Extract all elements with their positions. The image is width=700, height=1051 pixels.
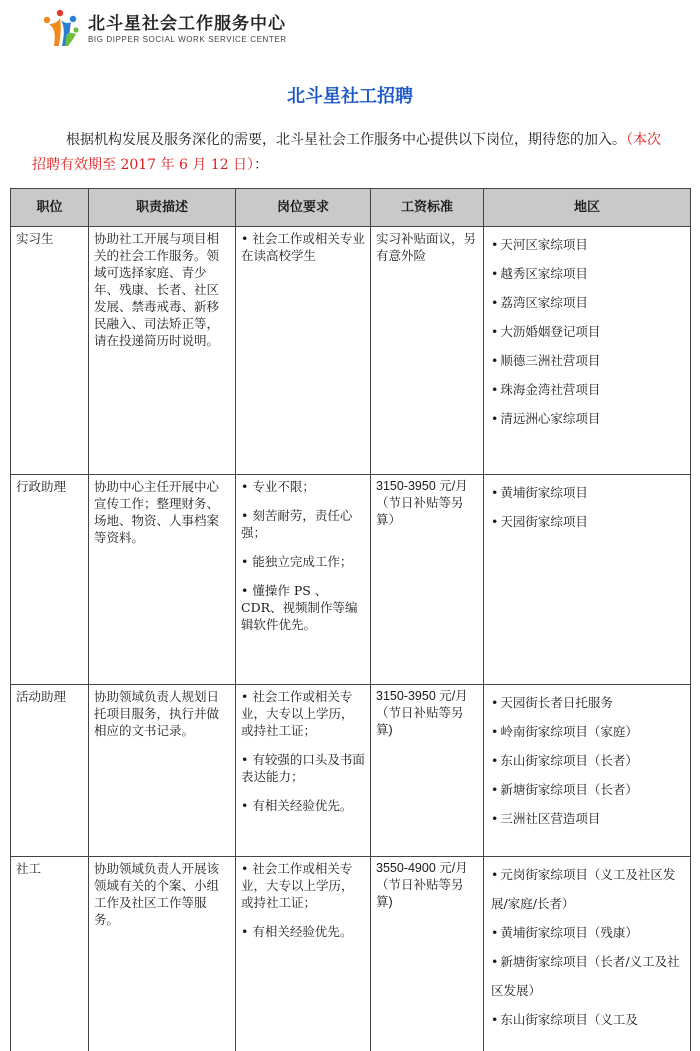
area-item: • 新塘街家综项目（长者）: [491, 782, 638, 797]
table-header-row: [11, 189, 691, 227]
header: [40, 8, 287, 50]
position-cell: 社工: [11, 857, 89, 1051]
page-title: 北斗星社工招聘: [287, 86, 413, 107]
duties-cell: 协助中心主任开展中心宣传工作；整理财务、场地、物资、人事档案等资料。: [89, 475, 236, 685]
header-salary: 工资标准: [371, 189, 484, 227]
intro-text: 根据机构发展及服务深化的需要，北斗星社会工作服务中心提供以下岗位，期待您的加入。: [66, 132, 626, 148]
requirement-item: • 社会工作或相关专业，大专以上学历，或持社工证；: [241, 689, 354, 738]
requirement-item: • 有相关经验优先。: [241, 798, 353, 813]
area-item: • 天园街长者日托服务: [491, 695, 613, 710]
area-cell: [484, 475, 691, 685]
org-name-en: BIG DIPPER SOCIAL WORK SERVICE CENTER: [88, 34, 287, 44]
requirements-cell: [236, 227, 371, 475]
header-requirements: 岗位要求: [236, 189, 371, 227]
requirement-item: • 懂操作 PS 、CDR、视频制作等编辑软件优先。: [241, 583, 358, 632]
area-item: • 越秀区家综项目: [491, 266, 588, 281]
header-area: 地区: [484, 189, 691, 227]
area-item: • 东山街家综项目（义工及: [491, 1012, 638, 1027]
salary-cell: 3150-3950 元/月（节日补贴等另算）: [371, 475, 484, 685]
area-cell: [484, 857, 691, 1051]
logo-text: [88, 14, 287, 45]
requirement-item: • 刻苦耐劳，责任心强；: [241, 508, 353, 540]
area-cell: [484, 227, 691, 475]
big-dipper-figure-icon: [40, 8, 82, 50]
requirement-item: • 有相关经验优先。: [241, 924, 353, 939]
area-item: • 天河区家综项目: [491, 237, 588, 252]
position-cell: 行政助理: [11, 475, 89, 685]
area-item: • 东山街家综项目（长者）: [491, 753, 638, 768]
area-item: • 天园街家综项目: [491, 514, 588, 529]
area-item: • 黄埔街家综项目（残康）: [491, 925, 638, 940]
position-cell: 活动助理: [11, 685, 89, 857]
area-item: • 元岗街家综项目（义工及社区发展/家庭/长者）: [491, 867, 676, 911]
intro-deadline: （本次招聘有效期至 2017 年 6 月 12 日）: [32, 132, 661, 173]
area-item: • 清远洲心家综项目: [491, 411, 601, 426]
area-item: • 顺德三洲社营项目: [491, 353, 601, 368]
area-item: • 珠海金湾社营项目: [491, 382, 601, 397]
area-item: • 新塘街家综项目（长者/义工及社区发展）: [491, 954, 680, 998]
table-row: [11, 227, 691, 475]
area-cell: [484, 685, 691, 857]
duties-cell: 协助领域负责人规划日托项目服务，执行并做相应的文书记录。: [89, 685, 236, 857]
requirements-cell: [236, 857, 371, 1051]
salary-cell: 3550-4900 元/月（节日补贴等另算): [371, 857, 484, 1051]
header-duties: 职责描述: [89, 189, 236, 227]
position-cell: 实习生: [11, 227, 89, 475]
area-item: • 黄埔街家综项目: [491, 485, 588, 500]
area-item: • 三洲社区营造项目: [491, 811, 601, 826]
requirements-cell: [236, 685, 371, 857]
salary-cell: 实习补贴面议，另有意外险: [371, 227, 484, 475]
duties-cell: 协助社工开展与项目相关的社会工作服务。领域可选择家庭、青少年、残康、长者、社区发展、禁毒戒毒、新移民融入、司法矫正等，请在投递简历时说明。: [89, 227, 236, 475]
header-position: 职位: [11, 189, 89, 227]
requirement-item: • 社会工作或相关专业在读高校学生: [241, 231, 365, 263]
requirement-item: • 专业不限；: [241, 479, 315, 494]
area-item: • 荔湾区家综项目: [491, 295, 588, 310]
intro-paragraph: [32, 128, 672, 178]
requirement-item: • 社会工作或相关专业，大专以上学历，或持社工证；: [241, 861, 354, 910]
area-item: • 大沥婚姻登记项目: [491, 324, 601, 339]
table-row: [11, 857, 691, 1051]
intro-suffix: ：: [254, 157, 269, 173]
org-name-cn: 北斗星社会工作服务中心: [88, 13, 286, 34]
area-item: • 岭南街家综项目（家庭）: [491, 724, 638, 739]
duties-cell: 协助领域负责人开展该领域有关的个案、小组工作及社区工作等服务。: [89, 857, 236, 1051]
table-row: [11, 475, 691, 685]
table-row: [11, 685, 691, 857]
requirement-item: • 能独立完成工作；: [241, 554, 353, 569]
requirements-cell: [236, 475, 371, 685]
jobs-table: [10, 188, 691, 1051]
salary-cell: 3150-3950 元/月（节日补贴等另算): [371, 685, 484, 857]
requirement-item: • 有较强的口头及书面表达能力；: [241, 752, 365, 784]
